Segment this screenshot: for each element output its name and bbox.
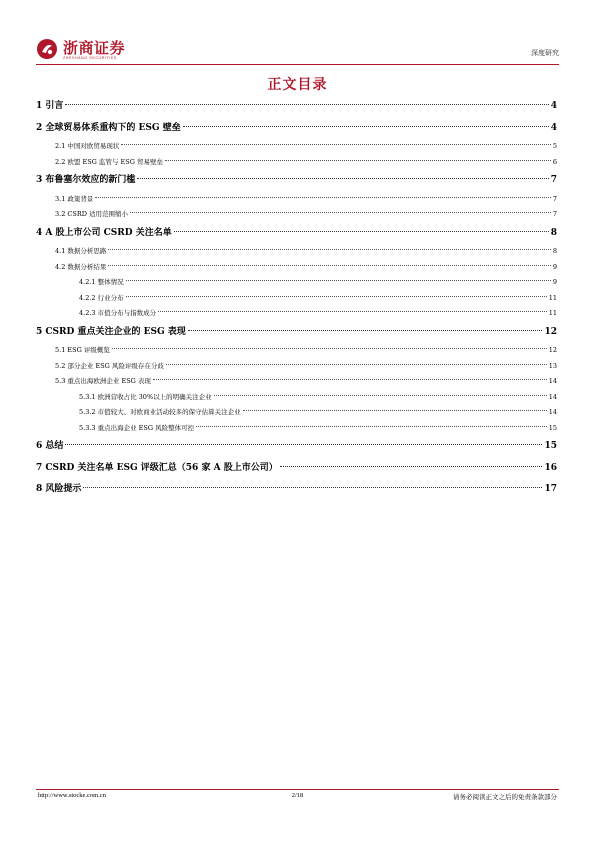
toc-entry-page: 7 xyxy=(552,210,557,218)
toc-entry-page: 14 xyxy=(548,392,557,401)
toc-entry-page: 5 xyxy=(552,142,557,150)
table-of-contents xyxy=(36,98,557,503)
toc-entry-page: 14 xyxy=(548,408,557,416)
page-header xyxy=(36,36,559,66)
toc-entry-page: 7 xyxy=(550,175,557,185)
toc-dot-leader xyxy=(158,311,547,312)
footer-url[interactable]: http://www.stocke.com.cn xyxy=(38,792,106,799)
toc-entry-label: 2.2 欧盟 ESG 监管与 ESG 贸易壁垒 xyxy=(55,157,163,166)
toc-entry-label: 4.2.2 行业分布 xyxy=(79,293,124,302)
toc-dot-leader xyxy=(137,178,548,179)
toc-entry-label: 3.2 CSRD 适用范围缩小 xyxy=(55,210,129,218)
toc-dot-leader xyxy=(165,160,551,161)
toc-dot-leader xyxy=(174,231,549,232)
toc-entry-label: 5.1 ESG 评级概览 xyxy=(55,346,110,354)
toc-entry-label: 8 风险提示 xyxy=(36,484,82,494)
toc-dot-leader xyxy=(108,265,550,266)
toc-entry-label: 2 全球贸易体系重构下的 ESG 壁垒 xyxy=(36,122,181,133)
toc-title: 正文目录 xyxy=(267,77,328,93)
toc-entry-label: 5.3.1 欧洲营收占比 30%以上的明确关注企业 xyxy=(79,392,212,401)
toc-entry-level-2[interactable] xyxy=(36,246,557,262)
toc-dot-leader xyxy=(126,280,551,281)
brand-name-en: ZHESHANG SECURITIES xyxy=(63,56,117,60)
brand-logo-icon xyxy=(36,38,58,60)
toc-entry-level-2[interactable] xyxy=(36,376,557,392)
toc-entry-level-3[interactable] xyxy=(36,308,557,324)
toc-entry-level-3[interactable] xyxy=(36,277,557,293)
brand-name-cn: 浙商证券 xyxy=(63,39,126,57)
toc-entry-label: 5.3.3 重点出海企业 ESG 风险整体可控 xyxy=(79,423,195,432)
footer-disclaimer: 请务必阅读正文之后的免责条款部分 xyxy=(453,793,557,801)
header-divider xyxy=(36,64,559,65)
toc-dot-leader xyxy=(108,249,550,250)
toc-dot-leader xyxy=(112,348,547,349)
toc-dot-leader xyxy=(196,426,547,427)
toc-entry-page: 16 xyxy=(544,462,557,473)
toc-entry-page: 14 xyxy=(548,377,557,385)
page-footer xyxy=(36,792,559,804)
toc-entry-level-1[interactable] xyxy=(36,172,557,194)
toc-entry-label: 5.3 重点出海欧洲企业 ESG 表现 xyxy=(55,377,151,385)
toc-dot-leader xyxy=(126,296,547,297)
toc-entry-label: 4 A 股上市公司 CSRD 关注名单 xyxy=(36,227,172,238)
toc-dot-leader xyxy=(121,144,550,145)
toc-dot-leader xyxy=(65,104,548,105)
toc-dot-leader xyxy=(65,444,542,445)
toc-dot-leader xyxy=(214,395,547,396)
toc-dot-leader xyxy=(183,126,549,127)
toc-entry-level-1[interactable] xyxy=(36,98,557,120)
toc-entry-label: 4.2 数据分析结果 xyxy=(55,262,107,271)
toc-entry-page: 7 xyxy=(552,194,557,203)
toc-entry-page: 15 xyxy=(544,441,557,451)
toc-entry-level-2[interactable] xyxy=(36,345,557,361)
toc-dot-leader xyxy=(153,379,547,380)
toc-entry-level-1[interactable] xyxy=(36,120,557,142)
toc-entry-label: 4.2.3 市值分布与指数成分 xyxy=(79,309,157,317)
toc-entry-label: 5.3.2 市值较大、对欧商业活动较多的保守估算关注企业 xyxy=(79,408,241,416)
toc-dot-leader xyxy=(280,466,543,467)
toc-entry-page: 17 xyxy=(544,484,557,494)
toc-entry-page: 12 xyxy=(544,326,557,337)
footer-divider xyxy=(36,789,559,790)
toc-entry-page: 4 xyxy=(550,122,557,133)
toc-entry-page: 15 xyxy=(548,423,557,432)
toc-entry-level-1[interactable] xyxy=(36,438,557,460)
toc-entry-level-3[interactable] xyxy=(36,407,557,423)
toc-entry-level-3[interactable] xyxy=(36,392,557,408)
toc-entry-page: 9 xyxy=(552,278,557,286)
toc-dot-leader xyxy=(166,364,547,365)
toc-entry-page: 4 xyxy=(550,101,557,111)
toc-entry-label: 6 总结 xyxy=(36,441,64,451)
toc-entry-page: 9 xyxy=(552,262,557,271)
toc-entry-label: 2.1 中国对欧贸易现状 xyxy=(55,142,120,150)
toc-entry-page: 11 xyxy=(548,293,557,302)
toc-entry-label: 7 CSRD 关注名单 ESG 评级汇总（56 家 A 股上市公司） xyxy=(36,462,278,473)
footer-page-number: 2/18 xyxy=(291,792,304,799)
toc-entry-level-1[interactable] xyxy=(36,225,557,247)
toc-entry-label: 4.1 数据分析思路 xyxy=(55,247,107,255)
toc-entry-page: 13 xyxy=(548,361,557,370)
toc-entry-label: 4.2.1 整体情况 xyxy=(79,278,124,286)
toc-entry-level-1[interactable] xyxy=(36,324,557,346)
toc-entry-label: 1 引言 xyxy=(36,101,64,111)
toc-entry-label: 5 CSRD 重点关注企业的 ESG 表现 xyxy=(36,326,186,337)
toc-entry-page: 6 xyxy=(552,157,557,166)
toc-entry-level-2[interactable] xyxy=(36,157,557,173)
toc-dot-leader xyxy=(83,487,542,488)
toc-entry-level-3[interactable] xyxy=(36,423,557,439)
toc-entry-level-1[interactable] xyxy=(36,460,557,482)
toc-entry-page: 8 xyxy=(552,247,557,255)
toc-entry-level-1[interactable] xyxy=(36,481,557,503)
report-type-label: 深度研究 xyxy=(531,49,559,57)
toc-entry-level-2[interactable] xyxy=(36,194,557,210)
toc-entry-page: 11 xyxy=(548,309,557,317)
toc-entry-label: 3 布鲁塞尔效应的新门槛 xyxy=(36,175,136,185)
toc-dot-leader xyxy=(130,212,551,213)
toc-entry-level-2[interactable] xyxy=(36,209,557,225)
toc-entry-label: 5.2 部分企业 ESG 风险评级存在分歧 xyxy=(55,361,164,370)
toc-entry-level-3[interactable] xyxy=(36,293,557,309)
toc-entry-level-2[interactable] xyxy=(36,361,557,377)
toc-dot-leader xyxy=(95,197,550,198)
toc-dot-leader xyxy=(243,410,547,411)
toc-entry-level-2[interactable] xyxy=(36,262,557,278)
toc-dot-leader xyxy=(188,330,543,331)
toc-entry-page: 12 xyxy=(548,346,557,354)
toc-entry-level-2[interactable] xyxy=(36,141,557,157)
toc-entry-page: 8 xyxy=(550,227,557,238)
toc-entry-label: 3.1 政策背景 xyxy=(55,194,94,203)
